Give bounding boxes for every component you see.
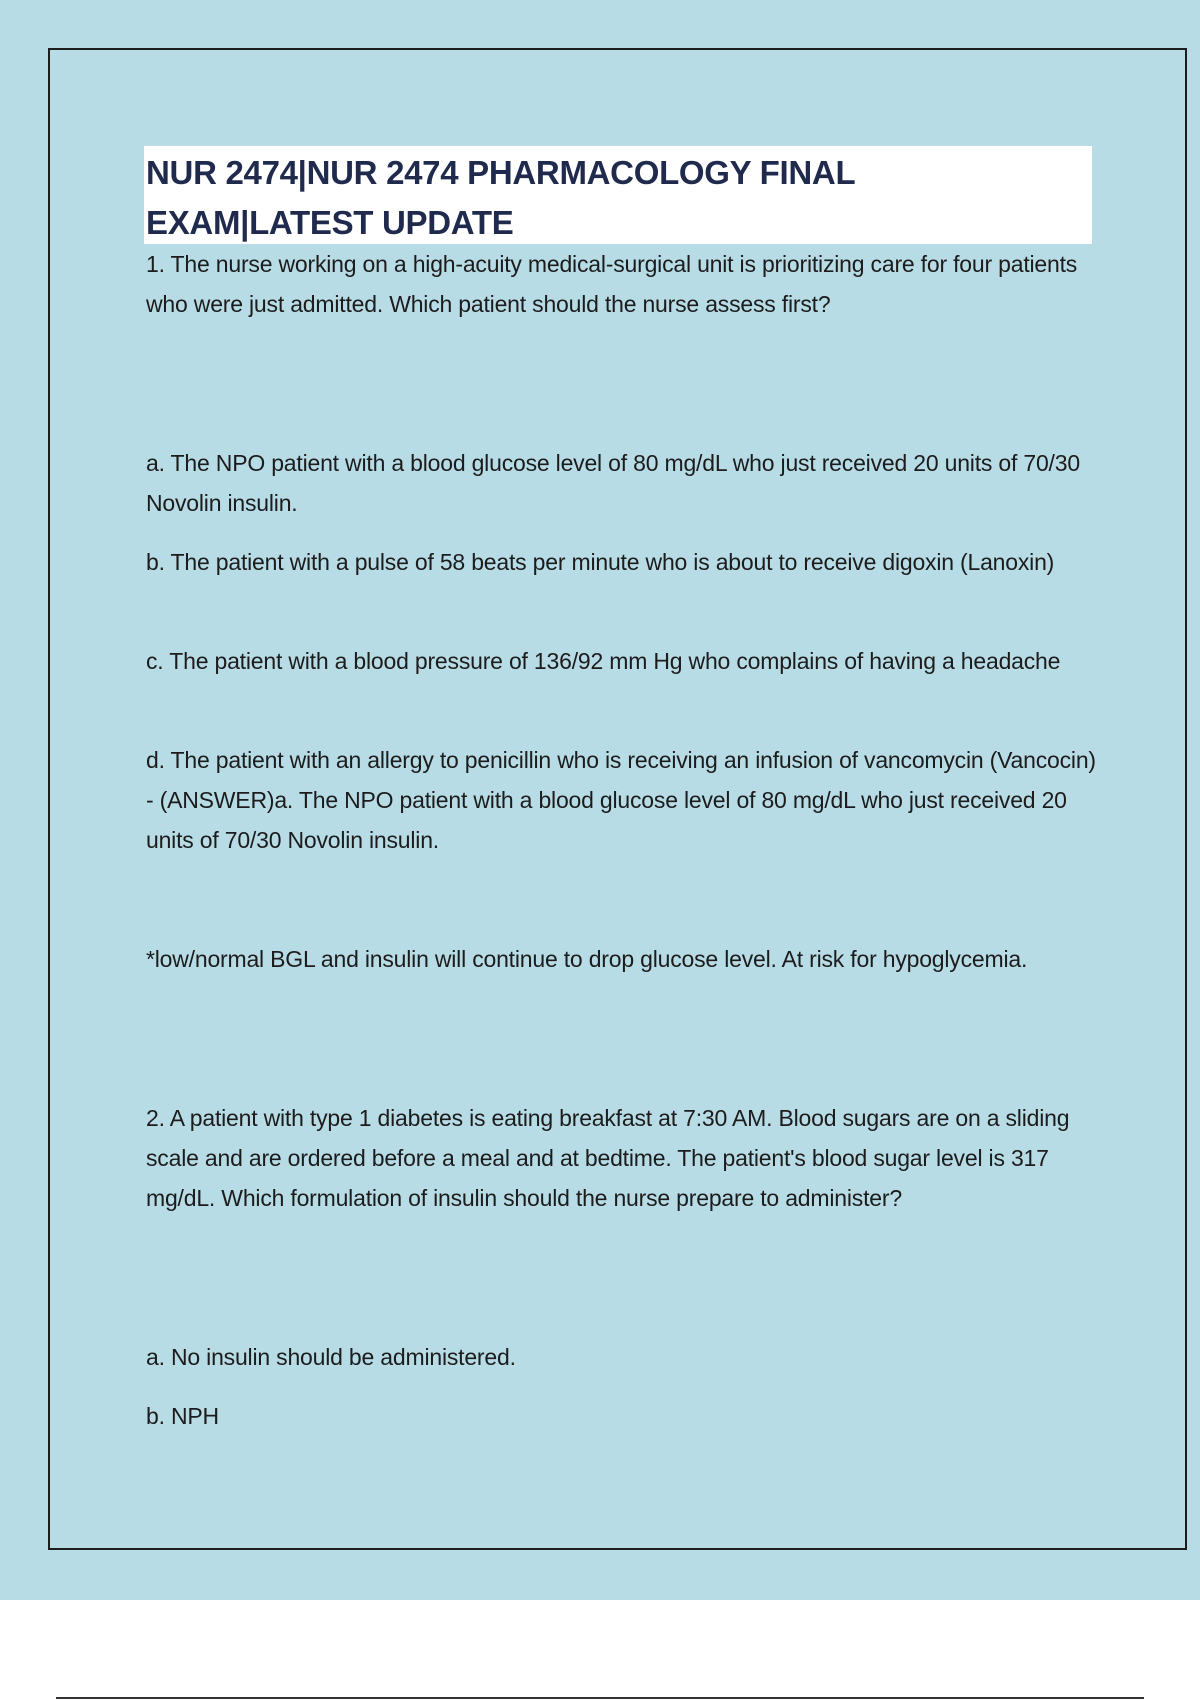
- footer-divider: [56, 1697, 1144, 1699]
- page-title: NUR 2474|NUR 2474 PHARMACOLOGY FINAL EXAM|LATEST UPDATE: [146, 154, 855, 241]
- question-1-stem: 1. The nurse working on a high-acuity medical-surgical unit is prioritizing care for four patients who were just admitted. Which patient should the nurse assess first?: [146, 251, 1078, 317]
- question-2-stem: 2. A patient with type 1 diabetes is eating breakfast at 7:30 AM. Blood sugars are on a sliding scale and are ordered before a meal and at bedtime. The patient's blood sugar level is 317 mg/dL. Which formulation of insulin should the nurse prepare to administer?: [146, 1105, 1070, 1211]
- question-2-option-b: b. NPH: [146, 1403, 219, 1429]
- question-2-option-a: a. No insulin should be administered.: [146, 1344, 516, 1370]
- question-1-option-d-answer: d. The patient with an allergy to penicillin who is receiving an infusion of vancomycin (Vancocin) - (ANSWER)a. The NPO patient with a blood glucose level of 80 mg/dL who just received 20 units of 70/30 Novolin insulin.: [146, 747, 1096, 853]
- question-1-rationale: *low/normal BGL and insulin will continue to drop glucose level. At risk for hypoglycemia.: [146, 946, 1028, 972]
- question-1-option-a: a. The NPO patient with a blood glucose level of 80 mg/dL who just received 20 units of 70/30 Novolin insulin.: [146, 450, 1080, 516]
- question-1-option-c: c. The patient with a blood pressure of 136/92 mm Hg who complains of having a headache: [146, 648, 1061, 674]
- question-1-option-b: b. The patient with a pulse of 58 beats per minute who is about to receive digoxin (Lanoxin): [146, 549, 1055, 575]
